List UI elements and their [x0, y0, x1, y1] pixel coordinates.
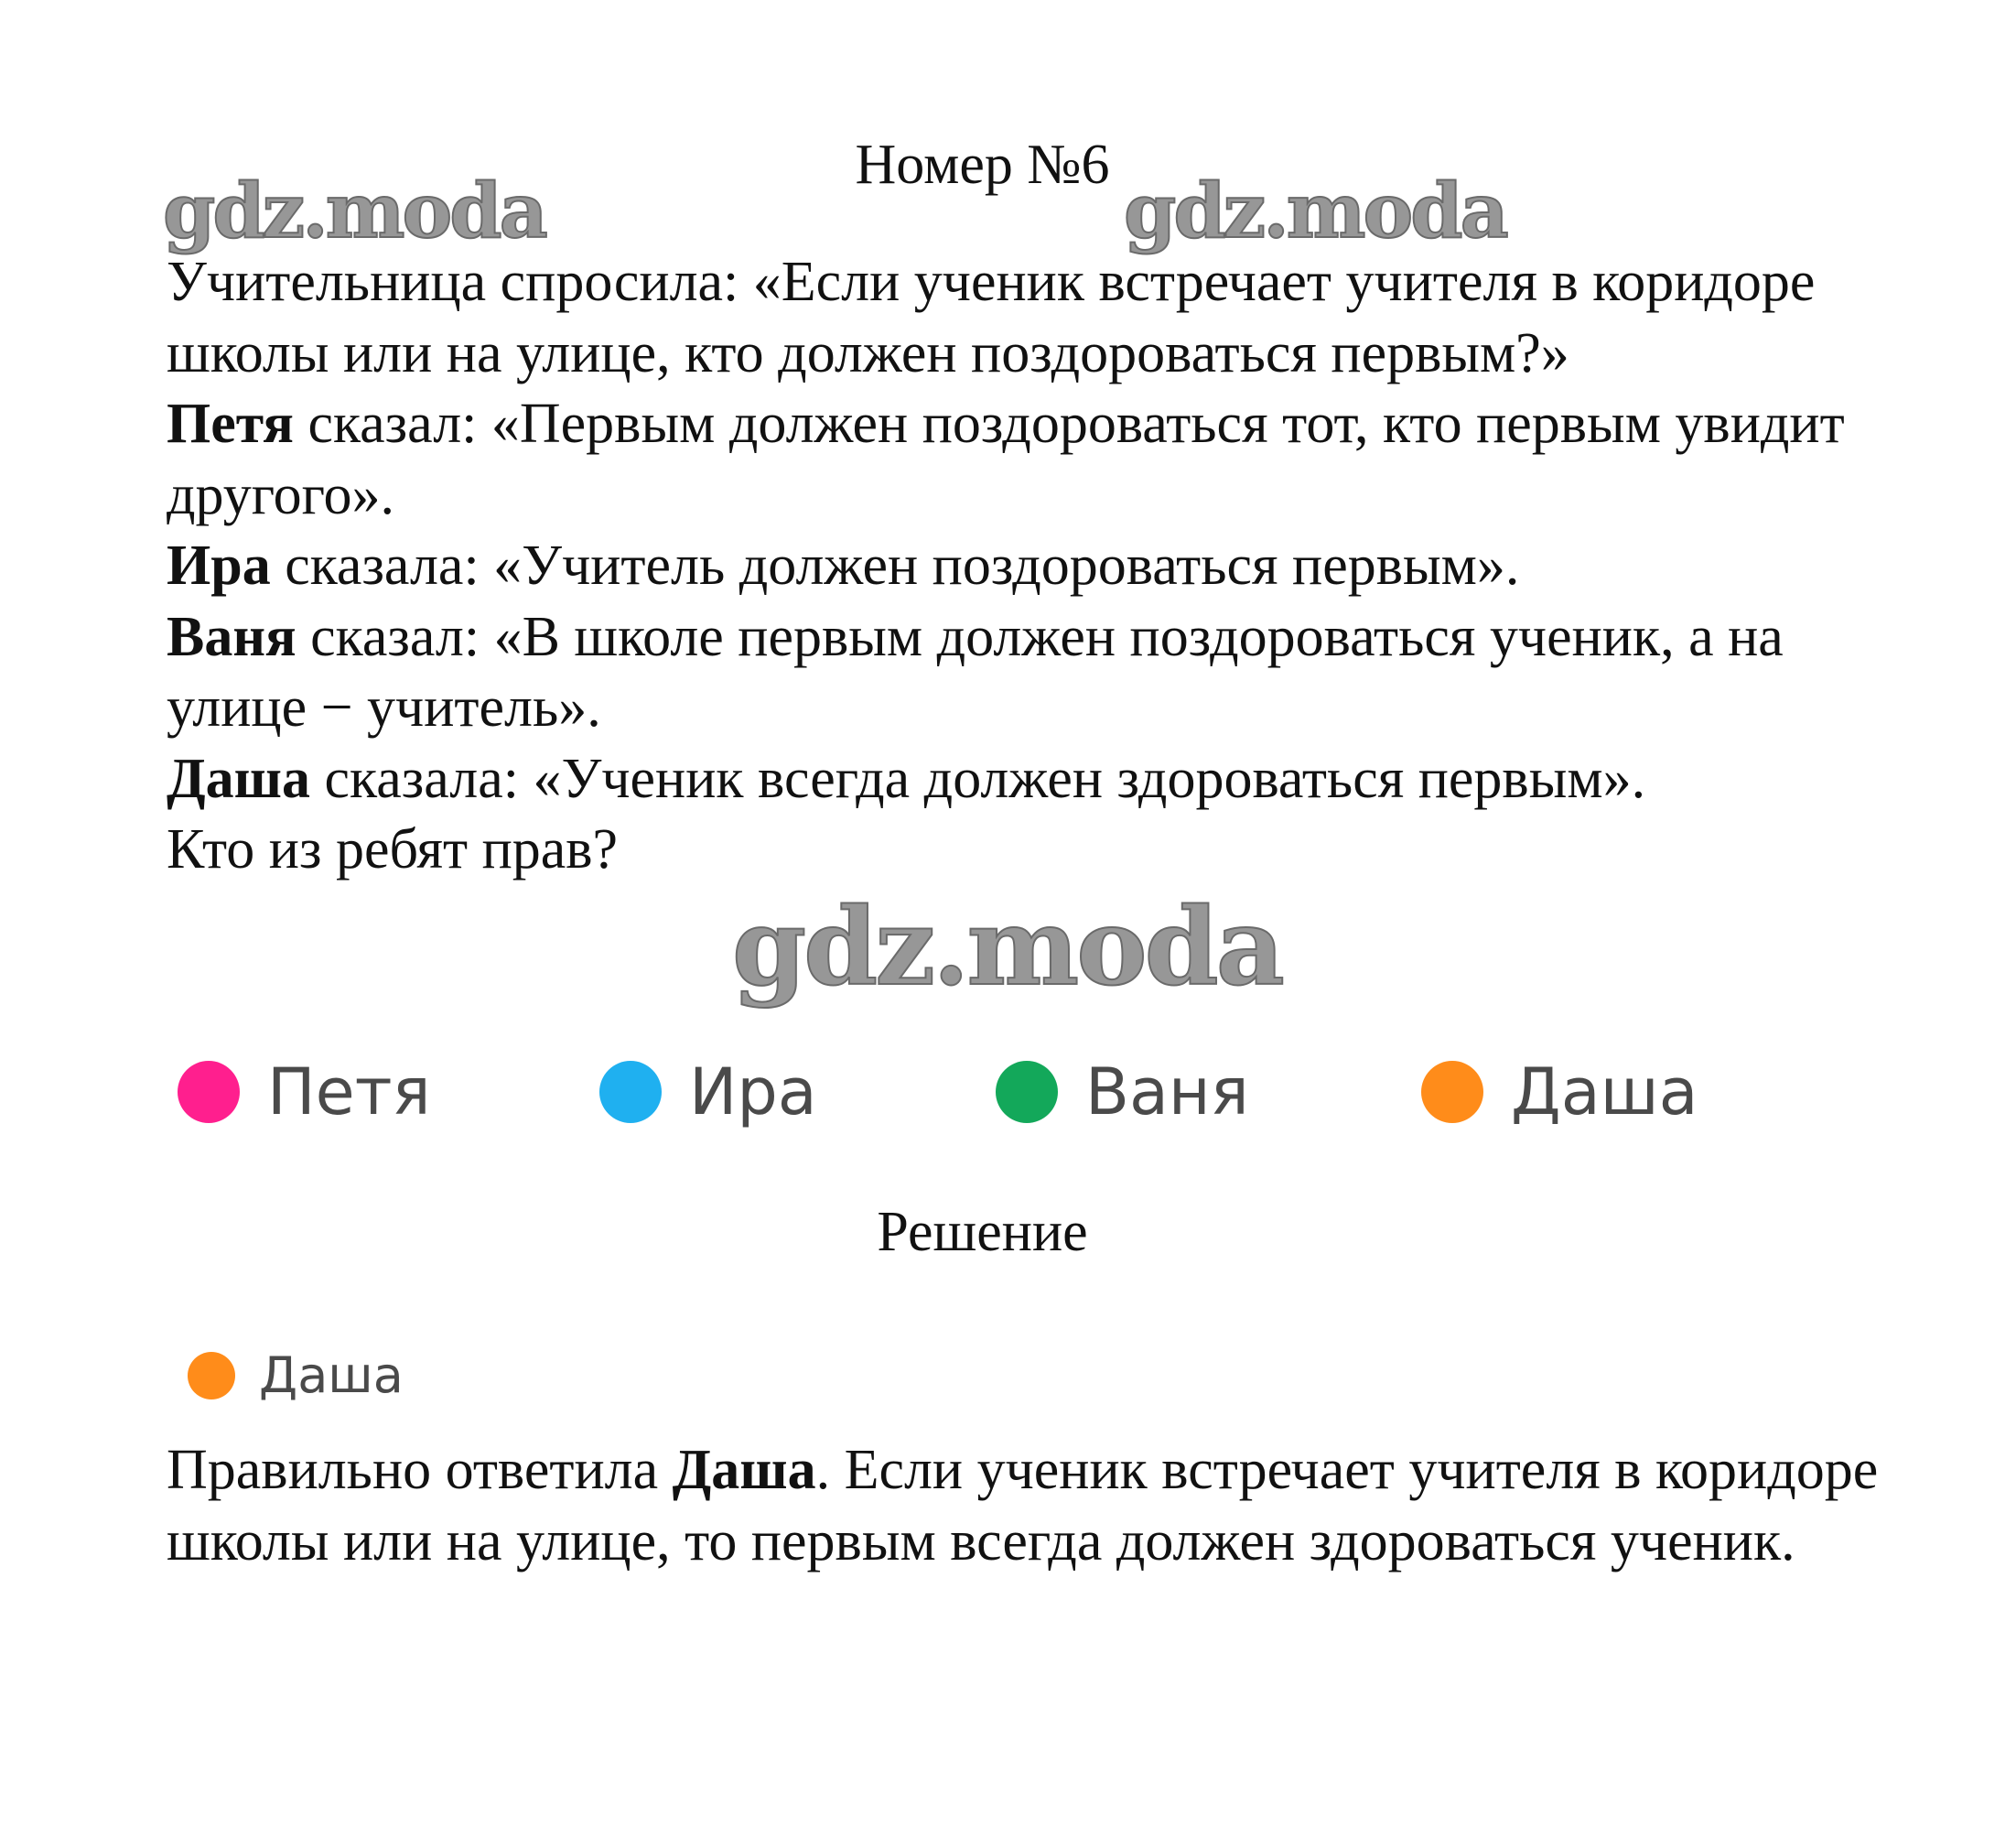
page-title: Номер №6 [855, 134, 1110, 196]
statement-text: сказала: «Ученик всегда должен здороваться первым». [310, 747, 1646, 810]
explanation-after: . Если ученик встречает учителя в коридоре школы или на улице, то первым всегда должен здороваться ученик. [167, 1439, 1879, 1572]
radio-dot-icon [188, 1352, 235, 1399]
option-label: Ира [689, 1054, 817, 1129]
radio-dot-icon [599, 1061, 662, 1123]
selected-answer [188, 1344, 404, 1408]
option-label: Ваня [1085, 1054, 1249, 1129]
option-label: Петя [267, 1054, 431, 1129]
statement-name: Даша [167, 747, 310, 810]
statement-petya [167, 389, 1905, 531]
option-label: Даша [1511, 1054, 1698, 1129]
radio-dot-icon [178, 1061, 240, 1123]
statement-name: Петя [167, 393, 294, 455]
solution-title: Решение [877, 1201, 1088, 1263]
statement-text: сказал: «Первым должен поздороваться тот, кто первым увидит другого». [167, 393, 1845, 526]
answer-options [0, 1051, 2016, 1133]
radio-dot-icon [1421, 1061, 1483, 1123]
statement-vanya [167, 602, 1905, 744]
solution-explanation [167, 1435, 1905, 1577]
explanation-name: Даша [672, 1439, 816, 1501]
watermark: gdz.moda [1124, 167, 1506, 255]
explanation-before: Правильно ответила [167, 1439, 673, 1501]
option-petya[interactable] [178, 1051, 431, 1133]
option-dasha[interactable] [1421, 1051, 1698, 1133]
radio-dot-icon [996, 1061, 1058, 1123]
question-text [167, 247, 1905, 886]
answer-label: Даша [259, 1346, 404, 1404]
statement-text: сказал: «В школе первым должен поздороваться ученик, а на улице − учитель». [167, 605, 1784, 739]
option-ira[interactable] [599, 1051, 817, 1133]
explanation-text [167, 1435, 1905, 1577]
statement-dasha [167, 744, 1905, 816]
statement-text: сказала: «Учитель должен поздороваться первым». [270, 535, 1520, 597]
watermark: gdz.moda [163, 167, 545, 255]
option-vanya[interactable] [996, 1051, 1249, 1133]
statement-name: Ваня [167, 605, 296, 668]
question-prompt: Кто из ребят прав? [167, 818, 619, 881]
statement-ira [167, 531, 1905, 602]
watermark: gdz.moda [732, 885, 1282, 1010]
statement-name: Ира [167, 535, 271, 597]
question-intro: Учительница спросила: «Если ученик встречает учителя в коридоре школы или на улице, кто должен поздороваться первым?» [167, 251, 1816, 384]
